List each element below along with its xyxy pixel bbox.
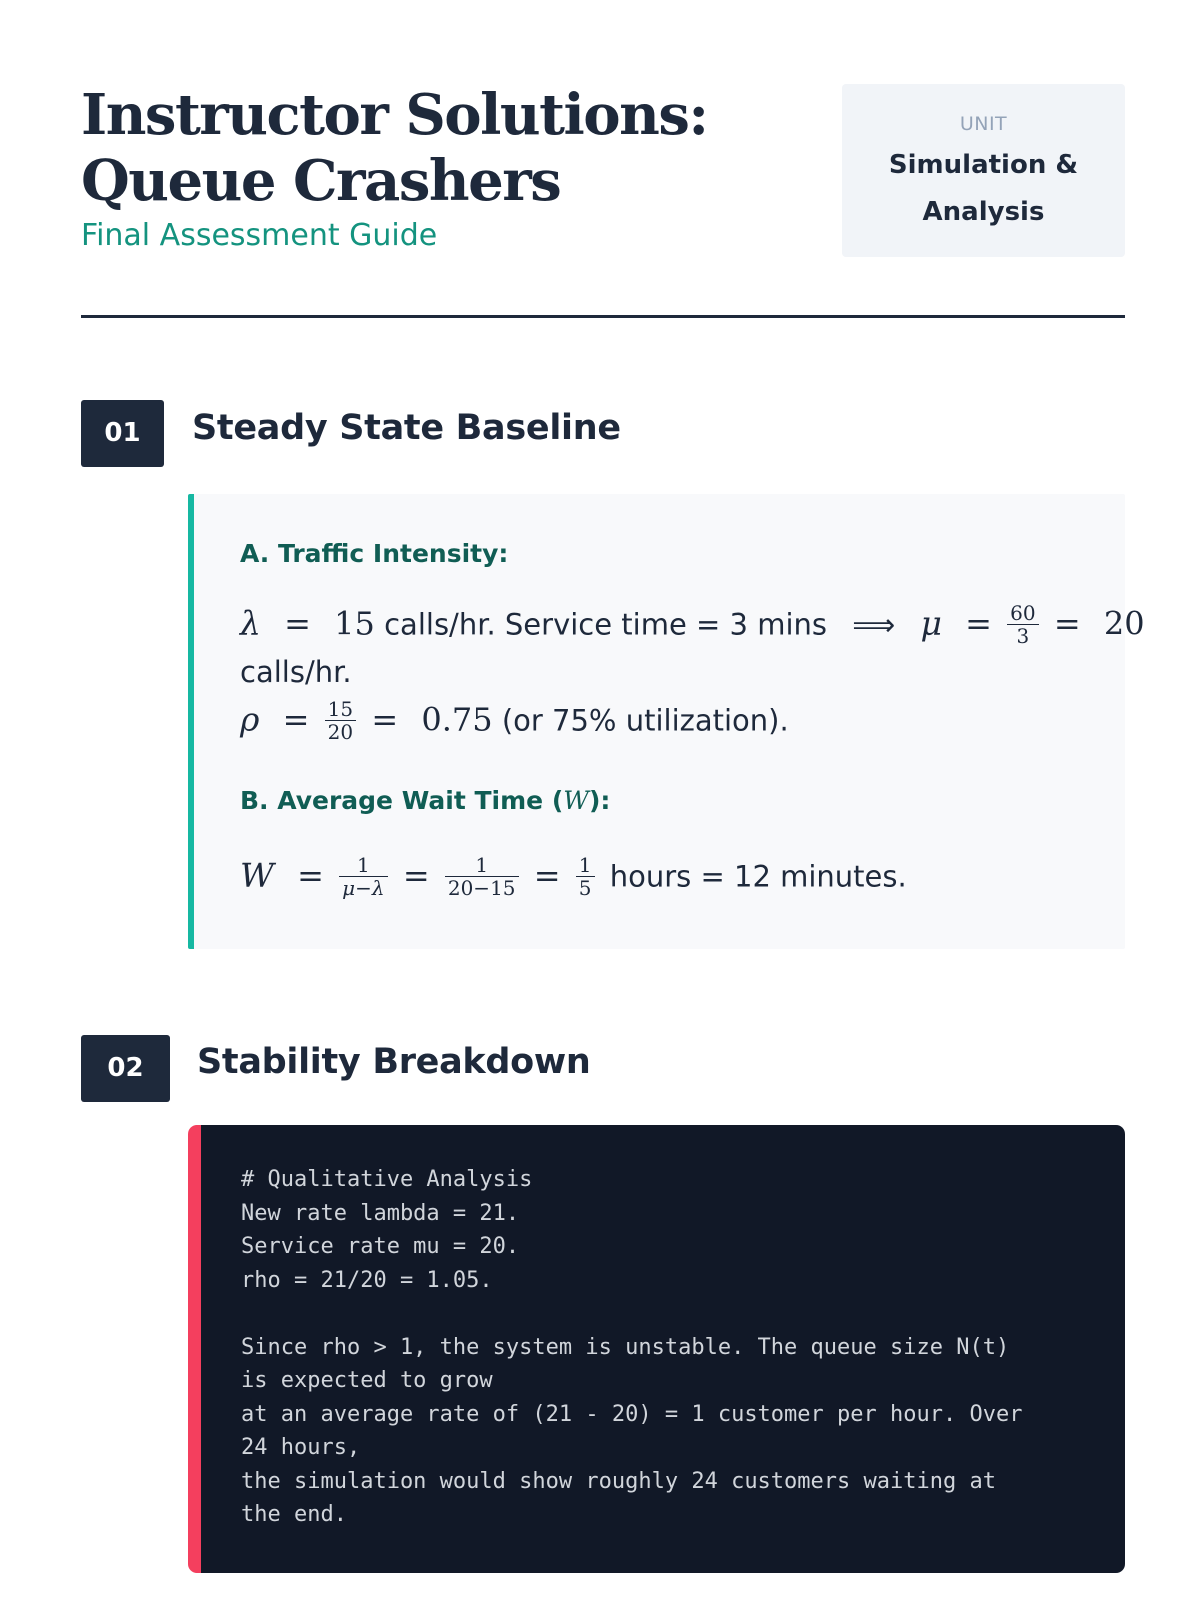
- fraction-numerator: 1: [339, 854, 387, 877]
- fraction-numerator: 15: [325, 698, 356, 721]
- unit-name-line-1: Simulation &: [888, 150, 1079, 180]
- fraction-numerator: 1: [576, 854, 595, 877]
- unit-name: [842, 142, 1125, 236]
- equals-sign: =: [284, 604, 311, 643]
- solution-panel: [188, 494, 1145, 949]
- equals-sign: =: [371, 700, 399, 739]
- implies-arrow: ⟹: [852, 607, 896, 643]
- analysis-code-text: # Qualitative Analysis New rate lambda = 21. Service rate mu = 20. rho = 21/20 = 1.05. Since rho > 1, the system is unstable. The queue size N(t) is expected to grow at an average rate of (21 - 20) = 1 customer per hour. Over 24 hours, the simulation would show roughly 24 customers waiting at the end.: [241, 1167, 1023, 1527]
- page-subtitle: Final Assessment Guide: [81, 218, 438, 253]
- fraction: [325, 698, 356, 743]
- section-number-badge: 01: [81, 400, 164, 467]
- fraction: [339, 854, 387, 899]
- fraction-denominator: μ−λ: [342, 876, 385, 900]
- equals-sign: =: [965, 604, 992, 643]
- section-title: Stability Breakdown: [197, 1042, 591, 1082]
- section-number-badge: 02: [81, 1035, 170, 1102]
- part-b-label-var: W: [563, 786, 589, 815]
- fraction: [1007, 602, 1038, 647]
- fraction-denominator: 20: [327, 720, 354, 744]
- equals-sign: =: [282, 700, 310, 739]
- analysis-code-block: [188, 1125, 1125, 1573]
- fraction-denominator: 3: [1016, 624, 1030, 648]
- header-divider: [81, 315, 1125, 318]
- fraction-denominator: 5: [578, 876, 592, 900]
- equals-sign: =: [402, 856, 430, 895]
- unit-name-line-2: Analysis: [922, 197, 1045, 227]
- wait-time-line: [240, 853, 907, 901]
- equals-sign: =: [297, 856, 324, 895]
- wait-time-text: hours = 12 minutes.: [609, 859, 907, 894]
- lambda-symbol: λ: [240, 603, 261, 643]
- part-b-label-prefix: B. Average Wait Time (: [240, 786, 564, 815]
- page-title: [81, 82, 708, 214]
- section-title: Steady State Baseline: [192, 408, 621, 448]
- fraction-denominator: 20−15: [447, 876, 516, 900]
- rho-symbol: ρ: [240, 699, 260, 739]
- fraction-numerator: 60: [1007, 602, 1038, 625]
- unit-card: [842, 84, 1125, 257]
- utilization-line: [240, 697, 789, 745]
- equals-sign: =: [1053, 604, 1081, 643]
- service-rate-value: 20: [1103, 604, 1145, 643]
- part-b-label: [240, 786, 610, 816]
- w-symbol: W: [240, 855, 274, 895]
- traffic-intensity-line-1: [240, 601, 1145, 649]
- page-header: [81, 82, 1125, 322]
- utilization-value: 0.75: [421, 700, 493, 739]
- fraction: [445, 854, 519, 899]
- part-b-label-suffix: ):: [588, 786, 611, 815]
- part-a-label: A. Traffic Intensity:: [240, 539, 509, 568]
- equals-sign: =: [533, 856, 561, 895]
- fraction: [576, 854, 595, 899]
- mu-symbol: μ: [920, 603, 942, 643]
- service-time-text: calls/hr. Service time = 3 mins: [384, 607, 828, 642]
- page-title-line-2: Queue Crashers: [81, 148, 561, 214]
- utilization-text: (or 75% utilization).: [501, 703, 789, 738]
- fraction-numerator: 1: [445, 854, 519, 877]
- traffic-intensity-line-2: calls/hr.: [240, 655, 352, 689]
- arrival-rate-value: 15: [334, 604, 375, 643]
- page-title-line-1: Instructor Solutions:: [81, 82, 708, 148]
- unit-kicker: UNIT: [959, 113, 1008, 135]
